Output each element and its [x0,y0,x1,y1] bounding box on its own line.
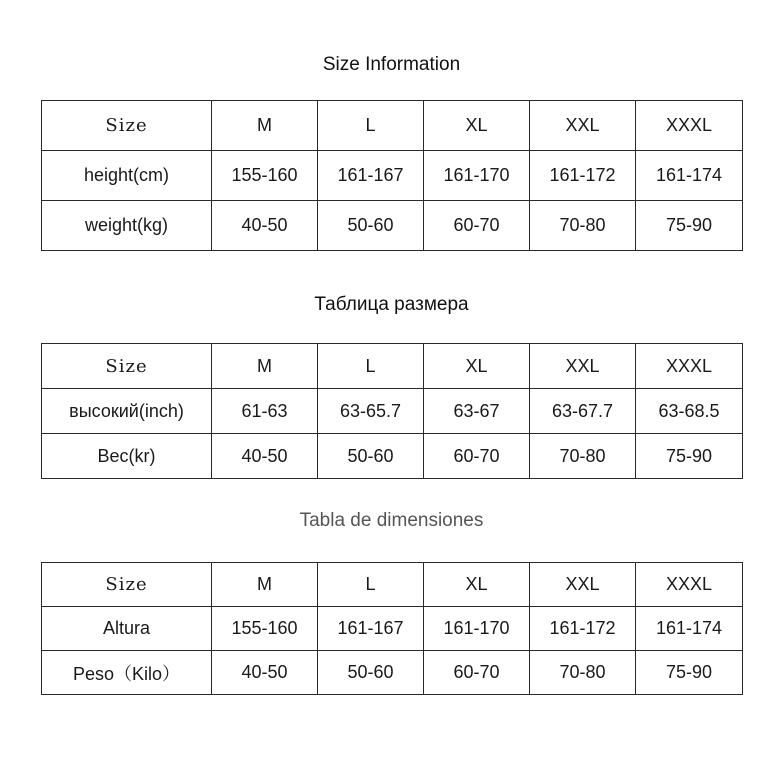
header-cell-xl: XL [424,101,530,151]
table-cell: 50-60 [318,201,424,251]
table-cell: 63-67 [424,389,530,434]
header-cell-xxl: XXL [530,101,636,151]
table-cell: 61-63 [212,389,318,434]
header-cell-size: Size [42,344,212,389]
header-cell-l: L [318,344,424,389]
table-cell: 40-50 [212,651,318,695]
table-cell: 50-60 [318,651,424,695]
table-cell: 161-167 [318,607,424,651]
header-cell-l: L [318,101,424,151]
table-row-height [42,389,743,434]
table-cell: 50-60 [318,434,424,479]
table-row-weight [42,434,743,479]
header-cell-size: Size [42,563,212,607]
row-label: Altura [42,607,212,651]
table-cell: 161-174 [636,607,743,651]
table-cell: 75-90 [636,201,743,251]
table-cell: 161-167 [318,151,424,201]
table-title-spanish: Tabla de dimensiones [299,510,484,531]
header-cell-xxxl: XXXL [636,563,743,607]
header-cell-xxl: XXL [530,344,636,389]
table-cell: 60-70 [424,651,530,695]
table-title-english: Size Information [322,54,461,75]
header-cell-l: L [318,563,424,607]
row-label: height(cm) [42,151,212,201]
row-label: Peso（Kilo） [42,651,212,695]
table-header-row [42,101,743,151]
table-cell: 161-174 [636,151,743,201]
table-cell: 60-70 [424,434,530,479]
header-cell-m: M [212,344,318,389]
table-row-height [42,151,743,201]
row-label: высокий(inch) [42,389,212,434]
table-cell: 60-70 [424,201,530,251]
table-cell: 75-90 [636,434,743,479]
header-cell-xxxl: XXXL [636,101,743,151]
table-cell: 161-172 [530,607,636,651]
table-row-weight [42,201,743,251]
table-cell: 70-80 [530,434,636,479]
table-cell: 75-90 [636,651,743,695]
size-table-russian [41,343,743,479]
table-title-russian: Таблица размера [314,294,469,315]
table-cell: 63-65.7 [318,389,424,434]
header-cell-m: M [212,563,318,607]
table-header-row [42,563,743,607]
table-header-row [42,344,743,389]
header-cell-size: Size [42,101,212,151]
table-cell: 161-172 [530,151,636,201]
table-cell: 40-50 [212,201,318,251]
row-label: weight(kg) [42,201,212,251]
table-cell: 70-80 [530,201,636,251]
table-row-height [42,607,743,651]
table-row-weight [42,651,743,695]
size-table-spanish [41,562,743,695]
header-cell-m: M [212,101,318,151]
table-cell: 70-80 [530,651,636,695]
table-cell: 155-160 [212,151,318,201]
table-cell: 161-170 [424,607,530,651]
table-cell: 161-170 [424,151,530,201]
size-table-english [41,100,743,251]
header-cell-xl: XL [424,344,530,389]
table-cell: 63-67.7 [530,389,636,434]
row-label: Вес(kr) [42,434,212,479]
header-cell-xxl: XXL [530,563,636,607]
table-cell: 63-68.5 [636,389,743,434]
table-cell: 40-50 [212,434,318,479]
header-cell-xxxl: XXXL [636,344,743,389]
header-cell-xl: XL [424,563,530,607]
table-cell: 155-160 [212,607,318,651]
